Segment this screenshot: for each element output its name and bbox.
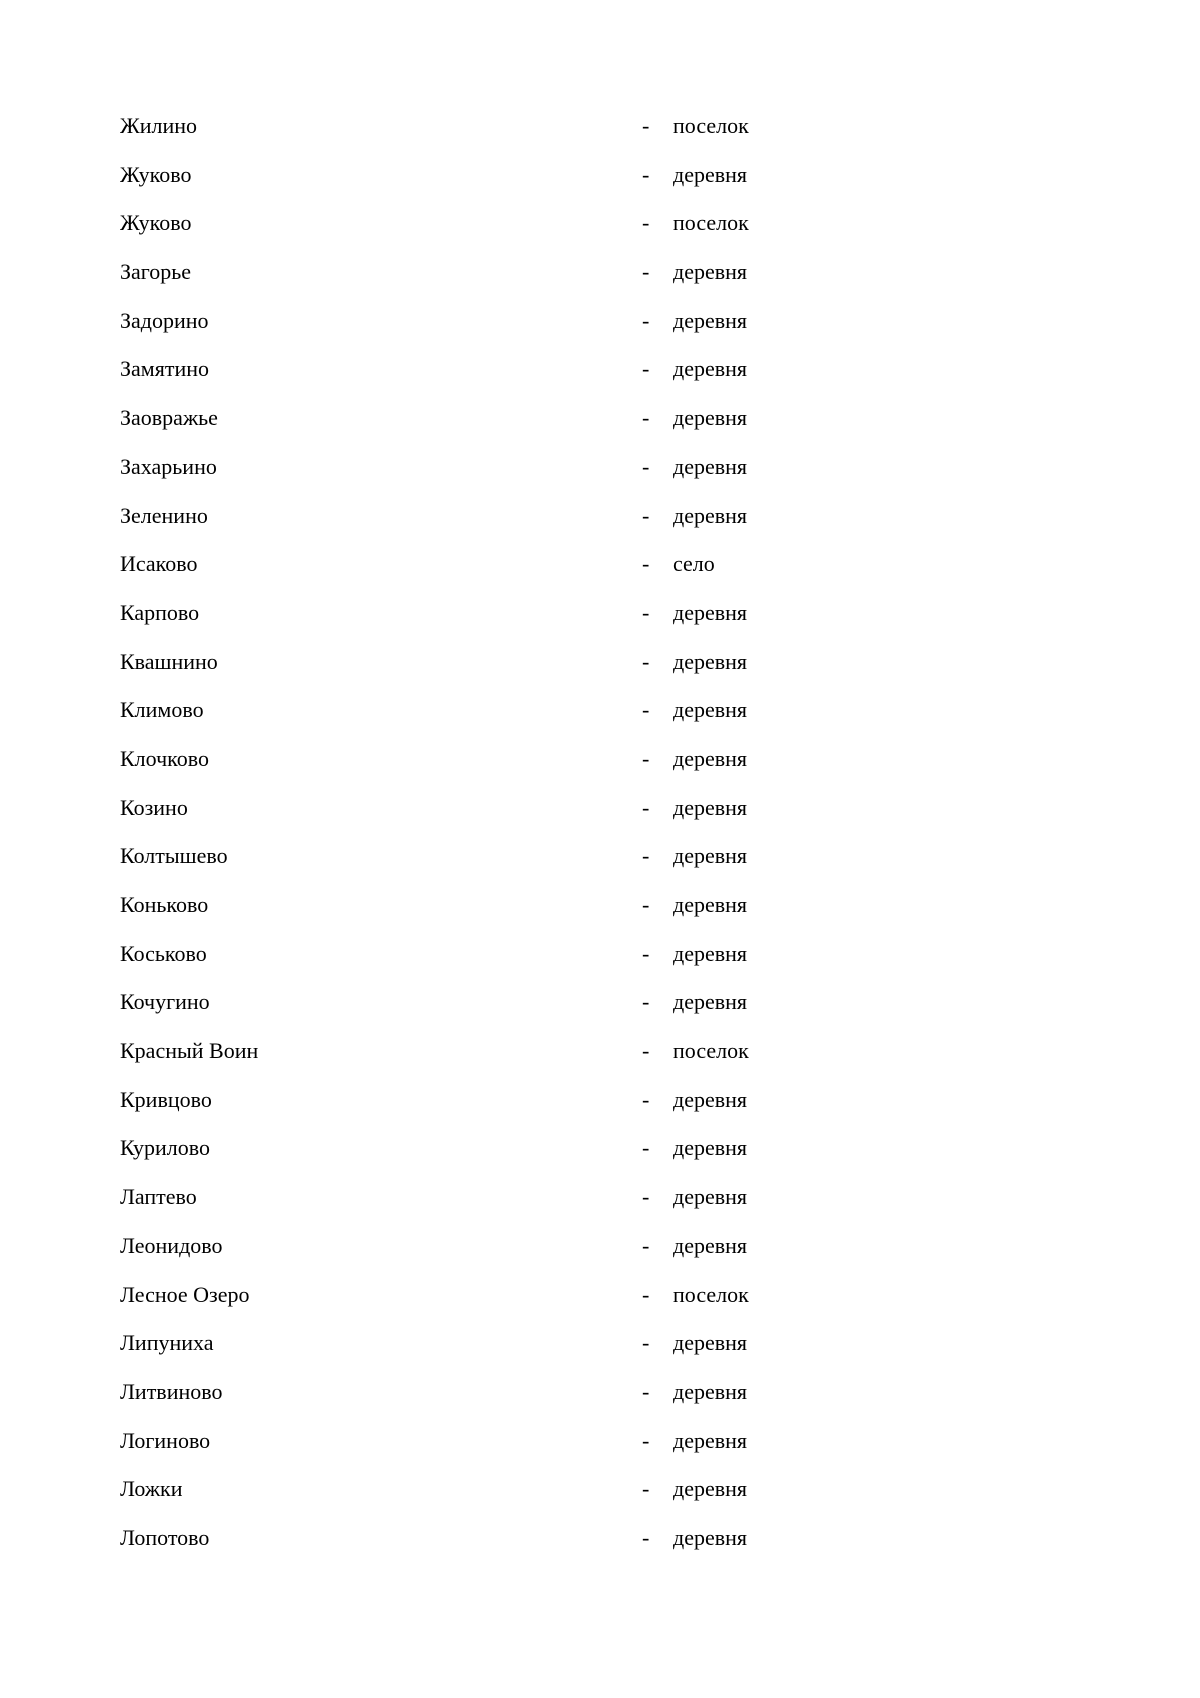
settlement-type: деревня xyxy=(673,843,748,869)
separator-dash: - xyxy=(642,1330,650,1356)
separator-dash: - xyxy=(642,551,650,577)
settlement-type: деревня xyxy=(673,1330,748,1356)
separator-dash: - xyxy=(642,599,650,625)
settlement-type: деревня xyxy=(673,794,748,820)
settlement-type: деревня xyxy=(673,648,748,674)
settlement-type: деревня xyxy=(673,1476,748,1502)
settlement-type: деревня xyxy=(673,1086,748,1112)
list-item xyxy=(120,887,920,936)
list-item xyxy=(120,1228,920,1277)
separator-dash: - xyxy=(642,697,650,723)
settlement-type: деревня xyxy=(673,989,748,1015)
separator-dash: - xyxy=(642,648,650,674)
separator-dash: - xyxy=(642,794,650,820)
list-item xyxy=(120,157,920,206)
settlement-type: деревня xyxy=(673,161,748,187)
settlement-name: Загорье xyxy=(120,259,192,285)
separator-dash: - xyxy=(642,1086,650,1112)
settlement-name: Зеленино xyxy=(120,502,208,528)
list-item xyxy=(120,984,920,1033)
settlement-name: Жуково xyxy=(120,161,192,187)
separator-dash: - xyxy=(642,1184,650,1210)
settlement-name: Коськово xyxy=(120,940,207,966)
list-item xyxy=(120,1374,920,1423)
settlement-type: деревня xyxy=(673,307,748,333)
settlement-type: деревня xyxy=(673,356,748,382)
list-item xyxy=(120,1520,920,1569)
settlement-type: деревня xyxy=(673,1378,748,1404)
settlement-name: Коньково xyxy=(120,892,209,917)
settlement-type: село xyxy=(673,551,715,577)
settlement-name: Жуково xyxy=(120,210,192,236)
settlement-name: Исаково xyxy=(120,551,198,577)
settlement-name: Квашнино xyxy=(120,648,218,674)
separator-dash: - xyxy=(642,1232,650,1258)
settlement-name: Леонидово xyxy=(120,1232,223,1258)
settlement-name: Колтышево xyxy=(120,843,228,869)
list-item xyxy=(120,1082,920,1131)
settlement-type: деревня xyxy=(673,259,748,285)
settlement-type: деревня xyxy=(673,1184,748,1210)
settlement-type: поселок xyxy=(673,1038,749,1064)
settlement-name: Лопотово xyxy=(120,1524,210,1550)
settlement-type: деревня xyxy=(673,697,748,723)
list-item xyxy=(120,303,920,352)
list-item xyxy=(120,205,920,254)
separator-dash: - xyxy=(642,1524,650,1550)
list-item xyxy=(120,644,920,693)
list-item xyxy=(120,1130,920,1179)
settlement-type: деревня xyxy=(673,1232,748,1258)
list-item xyxy=(120,1423,920,1472)
separator-dash: - xyxy=(642,405,650,431)
list-item xyxy=(120,351,920,400)
list-item xyxy=(120,254,920,303)
settlement-name: Заовражье xyxy=(120,405,218,431)
settlement-name: Кочугино xyxy=(120,989,210,1015)
settlement-name: Клочково xyxy=(120,745,209,771)
list-item xyxy=(120,546,920,595)
separator-dash: - xyxy=(642,259,650,285)
separator-dash: - xyxy=(642,989,650,1015)
settlement-name: Задорино xyxy=(120,307,209,333)
settlement-type: поселок xyxy=(673,210,749,236)
settlement-name: Литвиново xyxy=(120,1378,223,1404)
settlement-list xyxy=(120,108,920,1569)
settlement-type: деревня xyxy=(673,745,748,771)
settlement-name: Логиново xyxy=(120,1427,211,1453)
settlement-name: Лесное Озеро xyxy=(120,1281,250,1307)
separator-dash: - xyxy=(642,453,650,479)
settlement-name: Захарьино xyxy=(120,453,217,479)
settlement-name: Липуниха xyxy=(120,1330,214,1356)
settlement-type: поселок xyxy=(673,1281,749,1307)
settlement-name: Козино xyxy=(120,794,188,820)
separator-dash: - xyxy=(642,1378,650,1404)
settlement-type: поселок xyxy=(673,113,749,138)
settlement-name: Жилино xyxy=(120,113,198,138)
list-item xyxy=(120,449,920,498)
separator-dash: - xyxy=(642,1135,650,1161)
separator-dash: - xyxy=(642,1427,650,1453)
settlement-type: деревня xyxy=(673,1427,748,1453)
separator-dash: - xyxy=(642,502,650,528)
separator-dash: - xyxy=(642,843,650,869)
settlement-name: Климово xyxy=(120,697,204,723)
settlement-type: деревня xyxy=(673,1135,748,1161)
separator-dash: - xyxy=(642,892,650,917)
separator-dash: - xyxy=(642,1281,650,1307)
separator-dash: - xyxy=(642,356,650,382)
list-item xyxy=(120,741,920,790)
settlement-name: Замятино xyxy=(120,356,209,382)
separator-dash: - xyxy=(642,940,650,966)
separator-dash: - xyxy=(642,113,650,138)
separator-dash: - xyxy=(642,1476,650,1502)
list-item xyxy=(120,692,920,741)
settlement-type: деревня xyxy=(673,892,748,917)
list-item xyxy=(120,1277,920,1326)
settlement-name: Лаптево xyxy=(120,1184,197,1210)
list-item xyxy=(120,1179,920,1228)
settlement-name: Кривцово xyxy=(120,1086,212,1112)
settlement-type: деревня xyxy=(673,453,748,479)
separator-dash: - xyxy=(642,210,650,236)
list-item xyxy=(120,108,920,157)
separator-dash: - xyxy=(642,161,650,187)
separator-dash: - xyxy=(642,1038,650,1064)
settlement-type: деревня xyxy=(673,1524,748,1550)
list-item xyxy=(120,936,920,985)
list-item xyxy=(120,790,920,839)
settlement-type: деревня xyxy=(673,502,748,528)
settlement-name: Карпово xyxy=(120,599,200,625)
settlement-type: деревня xyxy=(673,599,748,625)
settlement-name: Ложки xyxy=(120,1476,183,1502)
settlement-type: деревня xyxy=(673,940,748,966)
list-item xyxy=(120,498,920,547)
separator-dash: - xyxy=(642,307,650,333)
list-item xyxy=(120,838,920,887)
settlement-name: Красный Воин xyxy=(120,1038,259,1064)
separator-dash: - xyxy=(642,745,650,771)
list-item xyxy=(120,1325,920,1374)
settlement-type: деревня xyxy=(673,405,748,431)
list-item xyxy=(120,595,920,644)
list-item xyxy=(120,1033,920,1082)
list-item xyxy=(120,400,920,449)
list-item xyxy=(120,1471,920,1520)
settlement-name: Курилово xyxy=(120,1135,211,1161)
